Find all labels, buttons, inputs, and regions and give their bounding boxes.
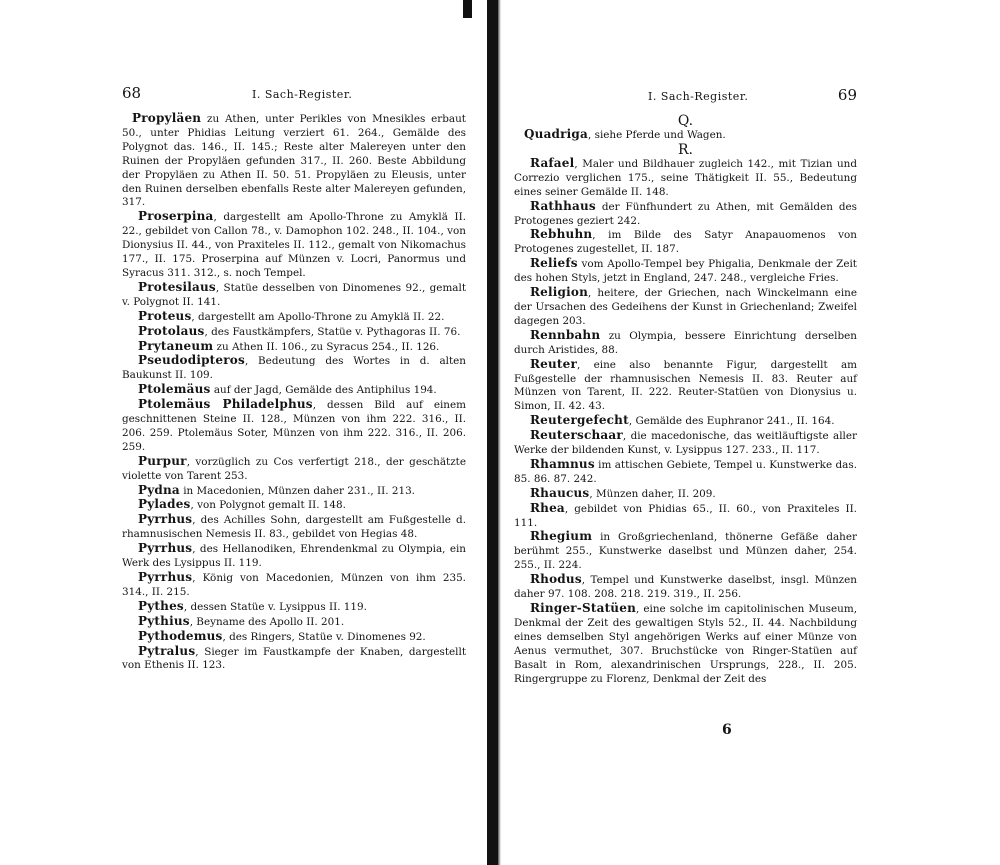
gutter-shadow: [498, 0, 501, 865]
entry-text: , König von Macedonien, Münzen von ihm 235. 314., II. 215.: [122, 572, 466, 598]
entry-text: zu Athen, unter Perikles von Mnesikles erbaut 50., unter Phidias Leitung verziert 61. 264., Gemälde des Polygnot das. 146., II. 145.; Reste alter Malereyen unter den Ruinen der Propyläen gefunden 317., II. 260. Beste Abbildung der Propyläen zu Athen II. 50. 51. Propyläen zu Eleusis, unter den Ruinen derselben ebenfalls Reste alter Malereyen gefunden, 317.: [122, 113, 466, 209]
entry-text: , gebildet von Phidias 65., II. 60., von Praxiteles II. 111.: [514, 502, 857, 529]
index-entry-quadriga: [514, 128, 857, 143]
index-entry: [122, 340, 466, 355]
entry-text: , die macedonische, das weitläuftigste aller Werke der bildenden Kunst, v. Lysippus 127. 233., II. 117.: [514, 430, 857, 457]
index-entry: [122, 513, 466, 542]
book-gutter: [487, 0, 498, 865]
index-entry: [514, 502, 857, 531]
entry-head: Reuterschaar: [530, 428, 623, 443]
index-entry: [122, 542, 466, 571]
entry-text: zu Olympia, bessere Einrichtung derselben durch Aristides, 88.: [514, 329, 857, 356]
gutter-top-mark: [463, 0, 472, 18]
index-entry: [514, 157, 857, 200]
entry-head: Rennbahn: [530, 327, 601, 342]
entry-text: , siehe Pferde und Wagen.: [588, 129, 726, 141]
entry-head: Rhaucus: [530, 485, 590, 500]
entry-head: Reliefs: [530, 256, 578, 271]
entry-head: Protesilaus: [138, 279, 216, 294]
entry-text: vom Apollo-Tempel bey Phigalia, Denkmale der Zeit des hohen Styls, jetzt in England, 247. 248., vergleiche Fries.: [514, 258, 857, 285]
entry-head: Prytaneum: [138, 338, 214, 353]
index-entry: [514, 200, 857, 229]
entry-text: , des Hellanodiken, Ehrendenkmal zu Olympia, ein Werk des Lysippus II. 119.: [122, 543, 466, 570]
entry-text: der Fünfhundert zu Athen, mit Gemälden des Protogenes geziert 242.: [514, 200, 857, 227]
signature-mark: 6: [722, 722, 732, 738]
index-entry: [122, 383, 466, 398]
entry-text: , dargestellt am Apollo-Throne zu Amyklä II. 22., gebildet von Callon 78., v. Damophon 102. 248., II. 104., von Dionysius II. 44., von Praxiteles II. 112., gemalt von Nikomachus 177., II. 175. Proserpina auf Münzen v. Locri, Panormus und Syracus 311. 312., s. noch Tempel.: [122, 211, 466, 279]
entry-head: Pyrrhus: [138, 512, 193, 527]
index-entry: [122, 455, 466, 484]
entry-head: Rhamnus: [530, 456, 595, 471]
left-index-entries: [122, 112, 466, 673]
entry-head: Pseudodipteros: [138, 353, 245, 368]
index-entry: [122, 600, 466, 615]
entry-text: , Sieger im Faustkampfe der Knaben, dargestellt von Ethenis II. 123.: [122, 645, 466, 672]
index-entry: [122, 354, 466, 383]
index-entry: [122, 398, 466, 455]
right-index-entries: [514, 114, 857, 686]
entry-text: , im Bilde des Satyr Anapauomenos von Protogenes zugestellet, II. 187.: [514, 229, 857, 256]
index-entry: [514, 358, 857, 415]
entry-text: , des Achilles Sohn, dargestellt am Fußgestelle d. rhamnusischen Nemesis II. 83., gebildet von Hegias 48.: [122, 514, 466, 541]
entry-head: Rhegium: [530, 529, 593, 544]
entry-text: in Großgriechenland, thönerne Gefäße daher berühmt 255., Kunstwerke daselbst und Münzen daher, 254. 255., II. 224.: [514, 531, 857, 572]
index-entry: [122, 281, 466, 310]
index-entry: [514, 602, 857, 686]
index-entry: [122, 571, 466, 600]
section-letter-q: Q.: [677, 113, 694, 129]
entry-text: , heitere, der Griechen, nach Winckelmann eine der Ursachen des Gedeihens der Kunst in Griechenland; Zweifel dagegen 203.: [514, 287, 857, 327]
index-entry: [514, 429, 857, 458]
entry-head: Rebhuhn: [530, 227, 593, 242]
entry-text: , Beyname des Apollo II. 201.: [189, 615, 345, 628]
index-entry: [514, 286, 857, 329]
entry-head: Pydna: [138, 482, 180, 497]
index-entry: [514, 530, 857, 573]
entry-text: , Gemälde des Euphranor 241., II. 164.: [628, 415, 835, 428]
entry-text: im attischen Gebiete, Tempel u. Kunstwerke das. 85. 86. 87. 242.: [514, 458, 857, 485]
right-running-head: I. Sach-Register.: [648, 90, 749, 103]
entry-head: Pytralus: [138, 643, 196, 658]
entry-text: , von Polygnot gemalt II. 148.: [190, 499, 346, 512]
entry-text: , Bedeutung des Wortes in d. alten Baukunst II. 109.: [122, 355, 466, 382]
index-entry: [122, 325, 466, 340]
entry-text: , des Faustkämpfers, Statüe v. Pythagoras II. 76.: [204, 325, 461, 338]
right-page-number: 69: [837, 86, 857, 104]
entry-text: , vorzüglich zu Cos verfertigt 218., der geschätzte violette von Tarent 253.: [122, 455, 466, 482]
left-page-header: [122, 86, 466, 104]
entry-head: Pythes: [138, 598, 184, 613]
index-entry: [122, 615, 466, 630]
entry-text: , Maler und Bildhauer zugleich 142., mit Tizian und Correzio verglichen 175., seine Thätigkeit II. 55., Bedeutung eines seiner Gemälde II. 148.: [514, 157, 857, 198]
entry-head: Ringer-Statüen: [530, 601, 636, 615]
index-entry: [122, 210, 466, 281]
entry-head: Ptolemäus: [138, 382, 211, 397]
entry-text: , eine solche im capitolinischen Museum, Denkmal der Zeit des gewaltigen Styls 52., II. 44. Nachbildung eines demselben Styl angehörigen Werks auf einer Münze von Aenus vermuthet, 307. Bruchstücke von Ringer-Statüen auf Basalt in Rom, alexandrinischen Ursprungs, 228., II. 205. Ringergruppe zu Florenz, Denkmal der Zeit des: [514, 603, 857, 685]
entry-head: Pythius: [138, 613, 190, 628]
entry-text: , eine also benannte Figur, dargestellt am Fußgestelle der rhamnusischen Nemesis II. 83. Reuter auf Münzen von Tarent, II. 222. Reuter-Statüen von Dionysius u. Simon, II. 42. 43.: [514, 358, 857, 413]
entry-text: , dargestellt am Apollo-Throne zu Amyklä II. 22.: [191, 310, 445, 323]
entry-head: Proserpina: [138, 209, 214, 224]
index-entry: [122, 630, 466, 645]
index-entry: [514, 257, 857, 286]
entry-head: Reuter: [530, 356, 578, 371]
index-entry: [514, 458, 857, 487]
entry-head: Reutergefecht: [530, 413, 629, 428]
entry-head: Quadriga: [524, 127, 588, 141]
entry-text: , dessen Statüe v. Lysippus II. 119.: [183, 600, 367, 613]
entry-head: Protolaus: [138, 323, 205, 338]
entry-head: Rhea: [530, 500, 565, 515]
entry-head: Rafael: [530, 155, 575, 170]
index-entry: [122, 645, 466, 674]
right-page-header: [514, 88, 857, 106]
entry-head: Purpur: [138, 453, 187, 468]
entry-text: , Tempel und Kunstwerke daselbst, insgl. Münzen daher 97. 108. 208. 218. 219. 319., II. 256.: [514, 574, 857, 601]
left-page: [122, 86, 466, 673]
entry-text: zu Athen II. 106., zu Syracus 254., II. 126.: [216, 340, 440, 353]
entry-head: Rhodus: [530, 572, 582, 587]
entry-head: Proteus: [138, 308, 192, 323]
entry-head: Rathhaus: [530, 198, 596, 213]
entry-text: , dessen Bild auf einem geschnittenen Steine II. 128., Münzen von ihm 222. 316., II. 206. 259. Ptolemäus Soter, Münzen von ihm 222. 316., II. 206. 259.: [122, 399, 466, 453]
entry-head: Pythodemus: [138, 628, 223, 643]
entry-text: in Macedonien, Münzen daher 231., II. 213.: [183, 484, 415, 497]
index-entry: [122, 498, 466, 513]
index-entry: [122, 112, 466, 210]
entry-text: , des Ringers, Statüe v. Dinomenes 92.: [222, 630, 426, 643]
index-entry: [122, 484, 466, 499]
entry-head: Religion: [530, 285, 589, 300]
entry-head: Pyrrhus: [138, 570, 193, 584]
index-entry: [514, 329, 857, 358]
entry-text: , Statüe desselben von Dinomenes 92., gemalt v. Polygnot II. 141.: [122, 281, 466, 308]
entry-head: Pyrrhus: [138, 541, 193, 556]
index-entry: [514, 228, 857, 257]
entry-head: Ptolemäus Philadelphus: [138, 397, 313, 412]
index-entry: [514, 573, 857, 602]
entry-text: auf der Jagd, Gemälde des Antiphilus 194.: [213, 384, 437, 397]
entry-head: Propyläen: [132, 111, 202, 125]
section-letter-r: R.: [678, 141, 693, 158]
right-page: [514, 86, 857, 738]
entry-head: Pylades: [138, 497, 191, 512]
index-entry: [514, 414, 857, 429]
left-running-head: I. Sach-Register.: [252, 88, 353, 101]
index-entry: [514, 487, 857, 502]
index-entry: [122, 310, 466, 325]
entry-text: , Münzen daher, II. 209.: [589, 487, 716, 500]
left-page-number: 68: [122, 84, 142, 102]
